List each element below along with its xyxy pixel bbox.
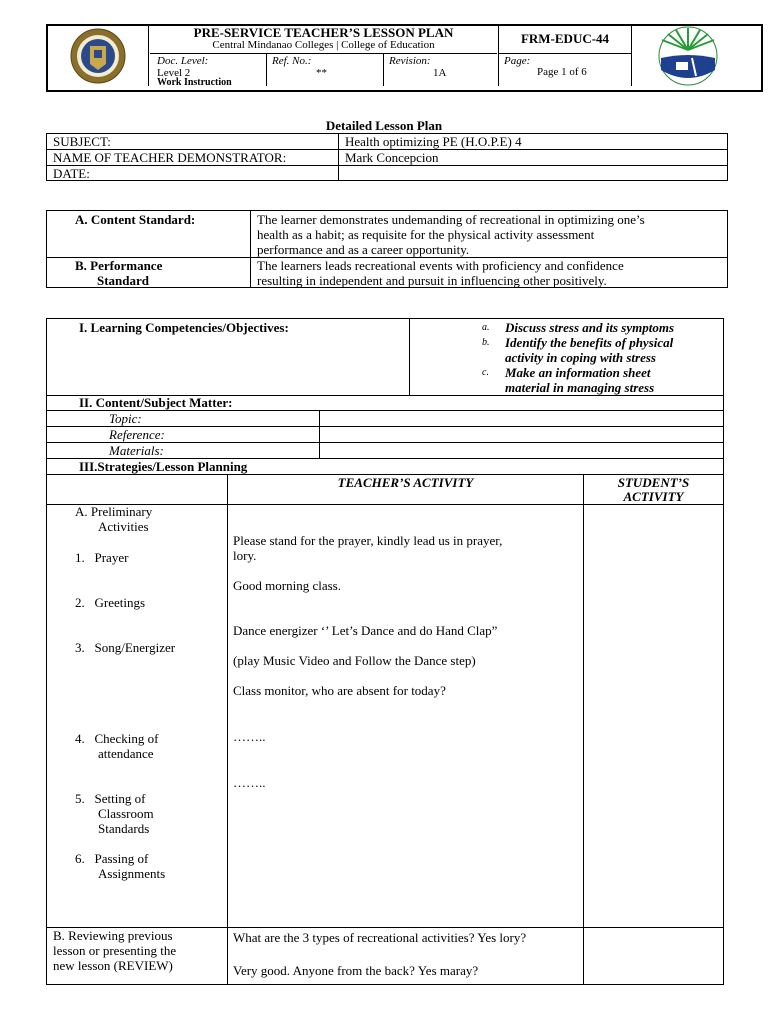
reference-label: Reference: — [109, 427, 165, 442]
teacher-ellipsis: …….. — [233, 729, 266, 744]
institution-name: Central Mindanao Colleges | College of Education — [212, 39, 435, 51]
subject-label: SUBJECT: — [53, 134, 111, 149]
info-table — [46, 133, 728, 181]
item-passing-assignments: 6. Passing of — [75, 851, 149, 866]
objective-item: Identify the benefits of physical — [505, 335, 674, 350]
objective-letter: a. — [482, 322, 490, 333]
revision-value: 1A — [433, 67, 447, 79]
strategies-heading: III.Strategies/Lesson Planning — [79, 459, 248, 474]
item-setting-standards: Classroom — [98, 806, 154, 821]
content-heading: II. Content/Subject Matter: — [79, 395, 233, 410]
objective-item: Discuss stress and its symptoms — [505, 320, 675, 335]
header-divider — [150, 53, 497, 54]
college-logo-right — [632, 26, 757, 86]
standards-table — [46, 210, 728, 288]
student-activity-header: STUDENT’S — [617, 475, 690, 490]
review-label: B. Reviewing previous — [53, 928, 173, 943]
objectives-heading: I. Learning Competencies/Objectives: — [79, 320, 289, 335]
preliminary-activities: A. Preliminary — [75, 504, 153, 519]
teacher-energizer: Dance energizer ‘’ Let’s Dance and do Hand Clap” — [233, 623, 498, 638]
performance-standard-label: Standard — [97, 273, 150, 288]
subject-value: Health optimizing PE (H.O.P.E) 4 — [345, 134, 522, 149]
teacher-video: (play Music Video and Follow the Dance step) — [233, 653, 476, 668]
teacher-activity-header: TEACHER’S ACTIVITY — [337, 475, 474, 490]
materials-label: Materials: — [109, 443, 164, 458]
item-song-energizer: 3. Song/Energizer — [75, 640, 176, 655]
teacher-prayer: Please stand for the prayer, kindly lead us in prayer, — [233, 533, 503, 548]
objective-item: activity in coping with stress — [505, 350, 656, 365]
header-divider — [266, 53, 267, 86]
content-standard-label: A. Content Standard: — [75, 212, 196, 227]
teacher-label: NAME OF TEACHER DEMONSTRATOR: — [53, 150, 287, 165]
teacher-prayer: lory. — [233, 548, 257, 563]
content-standard-text: The learner demonstrates undemanding of recreational in optimizing one’s — [257, 212, 645, 227]
item-greetings: 2. Greetings — [75, 595, 146, 610]
ref-value: ** — [316, 67, 327, 79]
doc-type: Work Instruction — [157, 77, 232, 88]
item-setting-standards: 5. Setting of — [75, 791, 146, 806]
objective-item: Make an information sheet — [505, 365, 651, 380]
review-label: lesson or presenting the — [53, 943, 177, 958]
plan-title: Detailed Lesson Plan — [325, 118, 443, 133]
page-label: Page: — [504, 55, 531, 67]
teacher-review-question: What are the 3 types of recreational activities? Yes lory? — [233, 930, 527, 945]
item-checking-attendance: attendance — [98, 746, 154, 761]
item-passing-assignments: Assignments — [98, 866, 166, 881]
lesson-table — [46, 318, 724, 985]
item-prayer: 1. Prayer — [75, 550, 129, 565]
doc-level-label: Doc. Level: — [157, 55, 209, 67]
header-divider — [499, 53, 631, 54]
revision-label: Revision: — [389, 55, 431, 67]
performance-standard-text: resulting in independent and pursuit in influencing other positively. — [257, 273, 607, 288]
page-value: Page 1 of 6 — [537, 66, 587, 78]
header-divider — [383, 53, 384, 86]
date-label: DATE: — [53, 166, 90, 181]
objective-item: material in managing stress — [505, 380, 655, 395]
content-standard-text: health as a habit; as requisite for the physical activity assessment — [257, 227, 595, 242]
teacher-review-followup: Very good. Anyone from the back? Yes maray? — [233, 963, 479, 978]
form-title: PRE-SERVICE TEACHER’S LESSON PLAN — [193, 25, 454, 40]
student-activity-header: ACTIVITY — [623, 489, 684, 504]
teacher-ellipsis: …….. — [233, 775, 266, 790]
item-checking-attendance: 4. Checking of — [75, 731, 159, 746]
review-label: new lesson (REVIEW) — [53, 958, 173, 973]
performance-standard-text: The learners leads recreational events with proficiency and confidence — [257, 258, 624, 273]
doc-level-value: Level 2 — [157, 67, 191, 79]
teacher-value: Mark Concepcion — [345, 150, 439, 165]
teacher-greeting: Good morning class. — [233, 578, 341, 593]
teacher-attendance: Class monitor, who are absent for today? — [233, 683, 446, 698]
header-right — [498, 26, 632, 86]
preliminary-activities: Activities — [98, 519, 149, 534]
content-standard-text: performance and as a career opportunity. — [257, 242, 470, 257]
form-code: FRM-EDUC-44 — [520, 31, 610, 46]
ref-label: Ref. No.: — [272, 55, 312, 67]
item-setting-standards: Standards — [98, 821, 150, 836]
education-logo-icon — [632, 26, 757, 86]
college-seal-left — [48, 26, 149, 86]
objective-letter: b. — [482, 337, 490, 348]
performance-standard-label: B. Performance — [75, 258, 163, 273]
objective-letter: c. — [482, 367, 489, 378]
topic-label: Topic: — [109, 411, 142, 426]
header-middle — [150, 26, 497, 86]
college-seal-icon — [48, 26, 148, 86]
